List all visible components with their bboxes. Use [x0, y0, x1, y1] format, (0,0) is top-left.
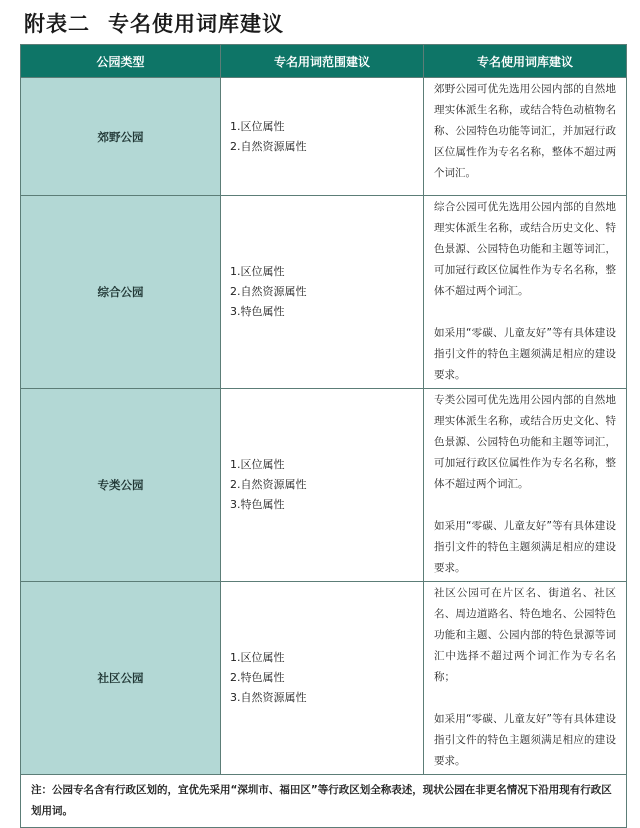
park-type-cell: 社区公园	[21, 582, 221, 775]
scope-item: 2.自然资源属性	[230, 478, 307, 491]
suggestion-cell	[424, 389, 627, 582]
scope-item: 3.特色属性	[230, 498, 285, 511]
header-scope: 专名用词范围建议	[221, 45, 424, 78]
scope-item: 2.特色属性	[230, 671, 285, 684]
suggestion-paragraph: 郊野公园可优先选用公园内部的自然地理实体派生名称，或结合特色动植物名称、公园特色功能等词汇，并加冠行政区位属性作为专名名称，整体不超过两个词汇。	[434, 83, 616, 179]
suggestion-paragraph: 如采用“零碳、儿童友好”等有具体建设指引文件的特色主题须满足相应的建设要求。	[434, 327, 616, 381]
table-row	[21, 196, 627, 389]
scope-item: 1.区位属性	[230, 651, 285, 664]
title-text: 专名使用词库建议	[108, 12, 284, 36]
suggestion-paragraph: 如采用“零碳、儿童友好”等有具体建设指引文件的特色主题须满足相应的建设要求。	[434, 713, 616, 767]
suggestion-cell	[424, 582, 627, 775]
park-type-cell: 综合公园	[21, 196, 221, 389]
scope-item: 3.自然资源属性	[230, 691, 307, 704]
park-type-cell: 郊野公园	[21, 78, 221, 196]
scope-cell	[221, 389, 424, 582]
scope-item: 1.区位属性	[230, 265, 285, 278]
page-title	[24, 8, 284, 38]
scope-item: 1.区位属性	[230, 119, 285, 133]
suggestion-paragraph: 专类公园可优先选用公园内部的自然地理实体派生名称，或结合历史文化、特色景源、公园特色功能和主题等词汇，可加冠行政区位属性作为专名名称，整体不超过两个词汇。	[434, 394, 616, 490]
park-type-cell: 专类公园	[21, 389, 221, 582]
table-row	[21, 389, 627, 582]
header-row	[21, 45, 627, 78]
table-row	[21, 78, 627, 196]
table-note: 注：公园专名含有行政区划的，宜优先采用“深圳市、福田区”等行政区划全称表述，现状公园在非更名情况下沿用现有行政区划用词。	[21, 775, 627, 828]
title-prefix: 附表二	[24, 12, 90, 36]
suggestion-paragraph: 社区公园可在片区名、街道名、社区名、周边道路名、特色地名、公园特色功能和主题、公园内部的特色景源等词汇中选择不超过两个词汇作为专名名称；	[434, 587, 616, 683]
suggestion-cell	[424, 78, 627, 196]
scope-item: 1.区位属性	[230, 458, 285, 471]
suggestion-paragraph: 如采用“零碳、儿童友好”等有具体建设指引文件的特色主题须满足相应的建设要求。	[434, 520, 616, 574]
note-row	[21, 775, 627, 828]
suggestion-paragraph: 综合公园可优先选用公园内部的自然地理实体派生名称，或结合历史文化、特色景源、公园特色功能和主题等词汇，可加冠行政区位属性作为专名名称，整体不超过两个词汇。	[434, 201, 616, 297]
header-park-type: 公园类型	[21, 45, 221, 78]
table-row	[21, 582, 627, 775]
scope-item: 2.自然资源属性	[230, 139, 307, 153]
header-suggestion: 专名使用词库建议	[424, 45, 627, 78]
scope-item: 2.自然资源属性	[230, 285, 307, 298]
park-naming-table	[20, 44, 627, 828]
scope-cell	[221, 196, 424, 389]
suggestion-cell	[424, 196, 627, 389]
scope-cell	[221, 78, 424, 196]
scope-item: 3.特色属性	[230, 305, 285, 318]
scope-cell	[221, 582, 424, 775]
